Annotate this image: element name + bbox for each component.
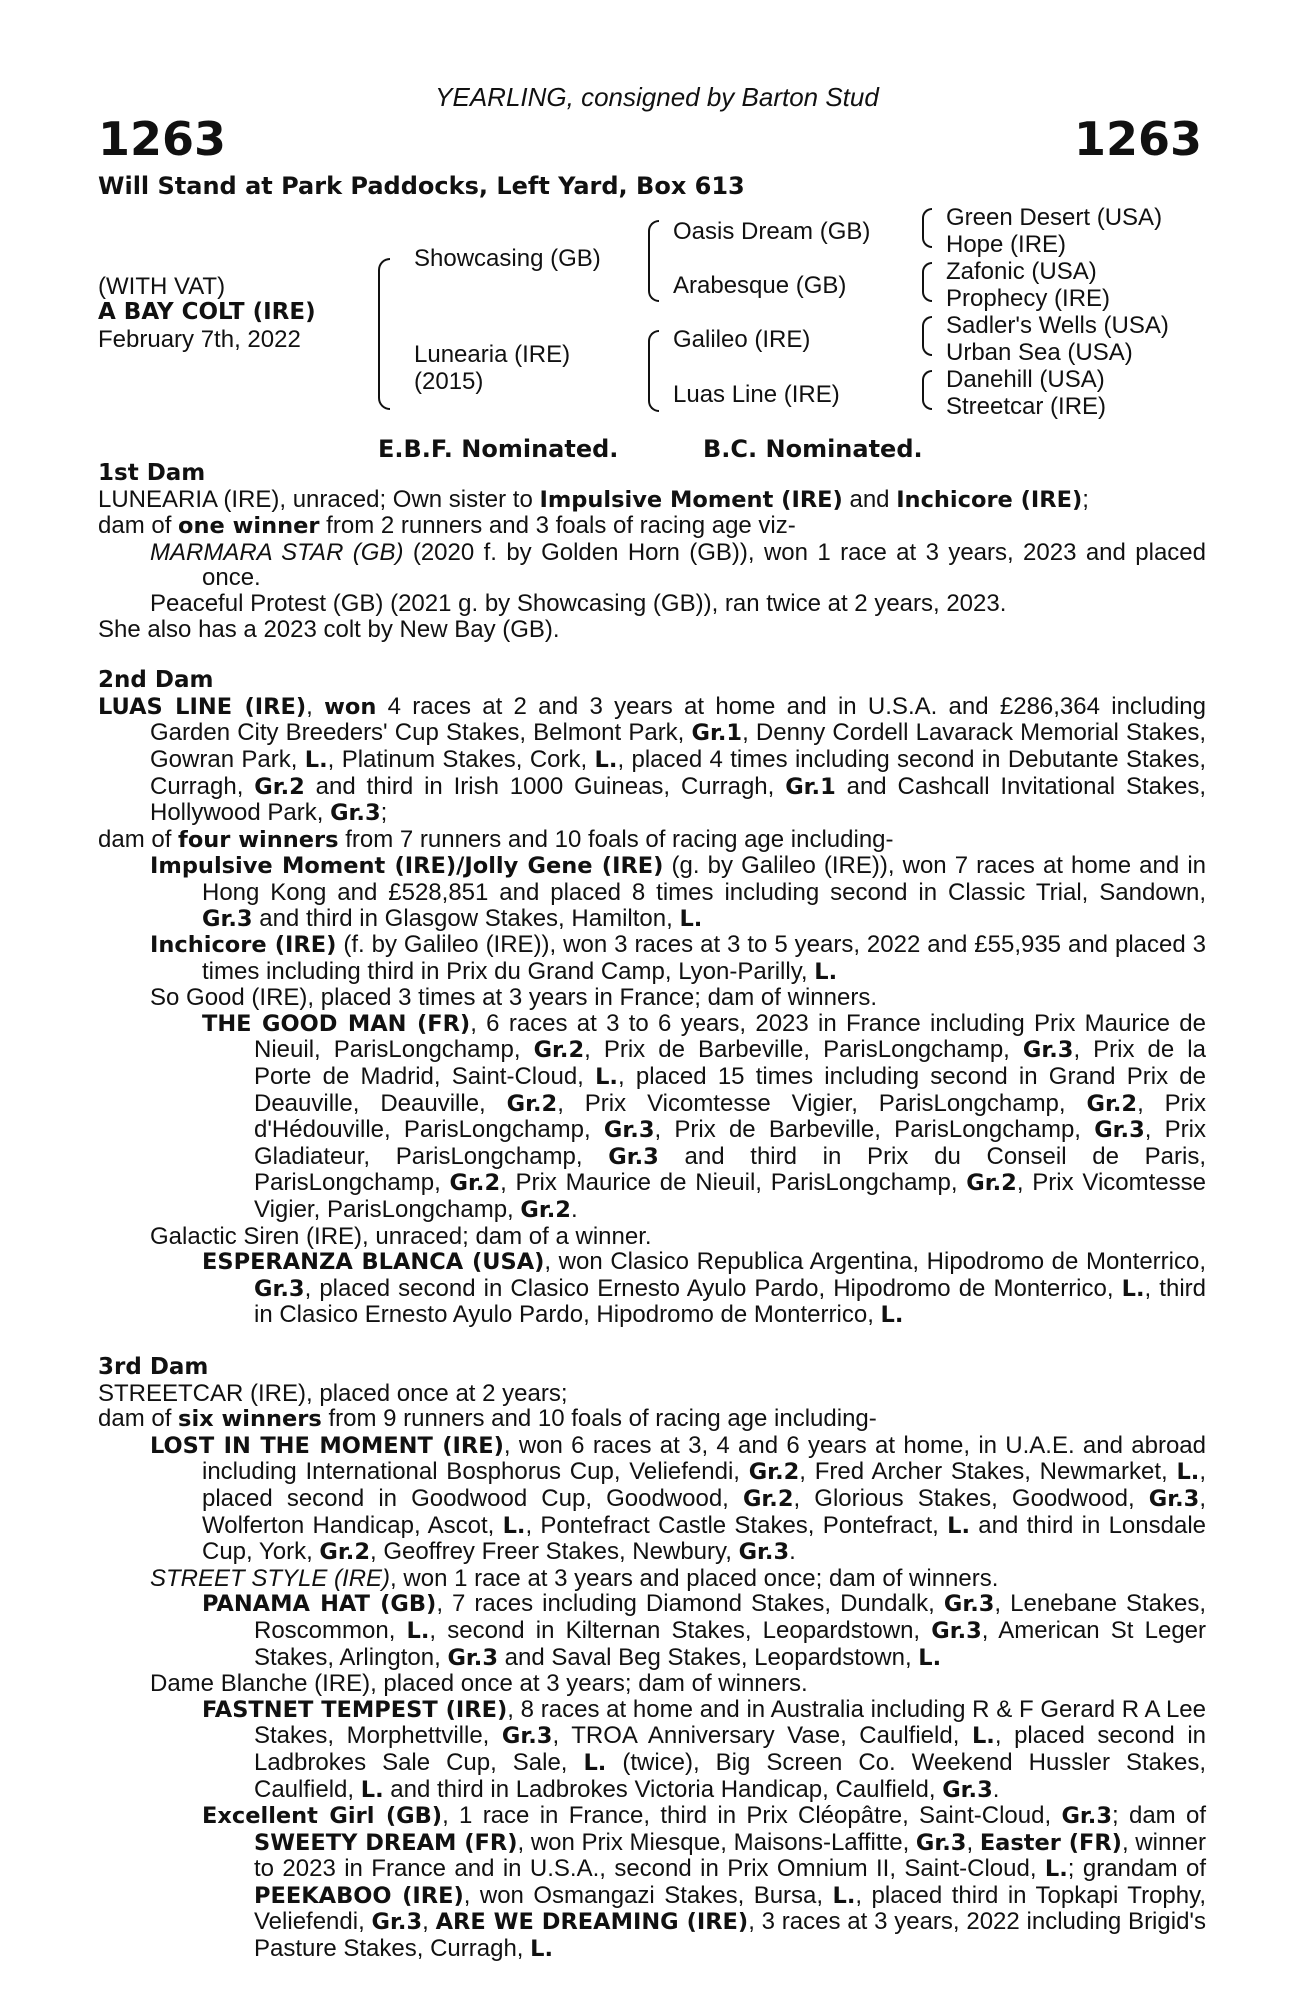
ssd: Hope (IRE) [946,231,1067,258]
produce-so-good: So Good (IRE), placed 3 times at 3 years in France; dam of winners. [150,984,877,1012]
sss: Green Desert (USA) [946,204,1163,231]
second-dam-heading: 2nd Dam [98,667,214,694]
produce-esperanza-blanca: ESPERANZA BLANCA (USA), won Clasico Republica Argentina, Hipodromo de Monterrico, Gr.3, placed second in Clasico Ernesto Ayulo Pardo, Hipodromo de Monterrico, L., third in Clasico Ernesto Ayulo Pardo, Hipodromo de Monterrico, L. [202,1248,1207,1329]
produce-impulsive-moment: Impulsive Moment (IRE)/Jolly Gene (IRE) (g. by Galileo (IRE)), won 7 races at home and in Hong Kong and £528,851 and placed 8 times including second in Classic Trial, Sandown, Gr.3 and third in Glasgow Stakes, Hamilton, L. [150,852,1206,932]
second-dam-record: LUAS LINE (IRE), won 4 races at 2 and 3 years at home and in U.S.A. and £286,364 including Garden City Breeders' Cup Stakes, Belmont Park, Gr.1, Denny Cordell Lavarack Memorial Stakes, Gowran Park, L., Platinum Stakes, Cork, L., placed 4 times including second in Debutante Stakes, Curragh, Gr.2 and third in Irish 1000 Guineas, Curragh, Gr.1 and Cashcall Invitational Stakes, Hollywood Park, Gr.3; [98,692,1207,827]
first-dam-produce: dam of one winner from 2 runners and 3 foals of racing age viz- [98,512,796,540]
stand-location: Will Stand at Park Paddocks, Left Yard, Box 613 [98,172,745,200]
dam-year: (2015) [414,368,484,395]
produce-fastnet-tempest: FASTNET TEMPEST (IRE), 8 races at home and in Australia including R & F Gerard R A Lee Stakes, Morphettville, Gr.3, TROA Anniversary Vase, Caulfield, L., placed second in Ladbrokes Sale Cup, Sale, L. (twice), Big Screen Co. Weekend Hussler Stakes, Caulfield, L. and third in Ladbrokes Victoria Handicap, Caulfield, Gr.3. [202,1695,1206,1803]
third-dam-record: STREETCAR (IRE), placed once at 2 years; [98,1379,568,1407]
produce-excellent-girl: Excellent Girl (GB), 1 race in France, third in Prix Cléopâtre, Saint-Cloud, Gr.3; dam of SWEETY DREAM (FR), won Prix Miesque, Maisons-Laffitte, Gr.3, Easter (FR), winner to 2023 in France and in U.S.A., second in Prix Omnium II, Saint-Cloud, L.; grandam of PEEKABOO (IRE), won Osmangazi Stakes, Bursa, L., placed third in Topkapi Trophy, Veliefendi, Gr.3, ARE WE DREAMING (IRE), 3 races at 3 years, 2022 including Brigid's Pasture Stakes, Curragh, L. [202,1802,1207,1963]
produce-peaceful-protest: Peaceful Protest (GB) (2021 g. by Showcasing (GB)), ran twice at 2 years, 2023. [150,589,1007,617]
bc-nominated: B.C. Nominated. [703,435,923,463]
dam-sire: Galileo (IRE) [673,326,811,353]
pedigree-notes [98,461,1206,1963]
dsd: Urban Sea (USA) [946,339,1133,366]
sire: Showcasing (GB) [414,245,601,272]
produce-galactic-siren: Galactic Siren (IRE), unraced; dam of a winner. [150,1222,652,1250]
sire-dam: Arabesque (GB) [673,272,847,299]
pedigree-brace-3 [922,316,932,356]
sire-sire: Oasis Dream (GB) [673,218,871,245]
dds: Danehill (USA) [946,366,1105,393]
first-dam-heading: 1st Dam [98,460,206,486]
produce-lost-in-the-moment: LOST IN THE MOMENT (IRE), won 6 races at 3, 4 and 6 years at home, in U.A.E. and abroad including International Bosphorus Cup, Veliefendi, Gr.2, Fred Archer Stakes, Newmarket, L., placed second in Goodwood Cup, Goodwood, Gr.2, Glorious Stakes, Goodwood, Gr.3, Wolferton Handicap, Ascot, L., Pontefract Castle Stakes, Pontefract, L. and third in Lonsdale Cup, York, Gr.2, Geoffrey Freer Stakes, Newbury, Gr.3. [150,1431,1207,1566]
foaling-date: February 7th, 2022 [98,326,301,353]
produce-inchicore: Inchicore (IRE) (f. by Galileo (IRE)), won 3 races at 3 to 5 years, 2022 and £55,935 and placed 3 times including third in Prix du Grand Camp, Lyon-Parilly, L. [150,931,1207,985]
produce-street-style: STREET STYLE (IRE), won 1 race at 3 years and placed once; dam of winners. [150,1564,999,1592]
dam: Lunearia (IRE) [414,341,571,368]
first-dam-line: LUNEARIA (IRE), unraced; Own sister to Impulsive Moment (IRE) and Inchicore (IRE); [98,485,1089,513]
vat-note: (WITH VAT) [98,273,226,300]
pedigree-brace-4 [922,370,932,410]
sdd: Prophecy (IRE) [946,285,1111,312]
sds: Zafonic (USA) [946,258,1097,285]
ebf-nominated: E.B.F. Nominated. [378,435,619,463]
third-dam-heading: 3rd Dam [98,1354,209,1380]
produce-marmara-star: MARMARA STAR (GB) (2020 f. by Golden Horn (GB)), won 1 race at 3 years, 2023 and placed once. [150,538,1206,592]
horse-name: A BAY COLT (IRE) [98,299,316,325]
pedigree-brace-dam [648,330,659,412]
pedigree-brace-main [378,258,390,410]
pedigree-brace-1 [922,208,932,248]
produce-dame-blanche: Dame Blanche (IRE), placed once at 3 years; dam of winners. [150,1670,808,1698]
lot-number-right: 1263 [1073,112,1202,166]
lot-number-left: 1263 [98,112,227,166]
dss: Sadler's Wells (USA) [946,312,1169,339]
third-dam-produce: dam of six winners from 9 runners and 10 foals of racing age including- [98,1405,877,1433]
ddd: Streetcar (IRE) [946,393,1107,420]
produce-panama-hat: PANAMA HAT (GB), 7 races including Diamond Stakes, Dundalk, Gr.3, Lenebane Stakes, Roscommon, L., second in Kilternan Stakes, Leopardstown, Gr.3, American St Leger Stakes, Arlington, Gr.3 and Saval Beg Stakes, Leopardstown, L. [202,1590,1206,1671]
produce-2023-colt: She also has a 2023 colt by New Bay (GB). [98,615,560,643]
second-dam-produce: dam of four winners from 7 runners and 10 foals of racing age including- [98,825,894,853]
dam-dam: Luas Line (IRE) [673,381,840,408]
pedigree-brace-sire [648,220,659,302]
produce-the-good-man: THE GOOD MAN (FR), 6 races at 3 to 6 years, 2023 in France including Prix Maurice de Nieuil, ParisLongchamp, Gr.2, Prix de Barbeville, ParisLongchamp, Gr.3, Prix de la Porte de Madrid, Saint-Cloud, L., placed 15 times including second in Grand Prix de Deauville, Deauville, Gr.2, Prix Vicomtesse Vigier, ParisLongchamp, Gr.2, Prix d'Hédouville, ParisLongchamp, Gr.3, Prix de Barbeville, ParisLongchamp, Gr.3, Prix Gladiateur, ParisLongchamp, Gr.3 and third in Prix du Conseil de Paris, ParisLongchamp, Gr.2, Prix Maurice de Nieuil, ParisLongchamp, Gr.2, Prix Vicomtesse Vigier, ParisLongchamp, Gr.2. [202,1009,1207,1224]
consignor-line: YEARLING, consigned by Barton Stud [435,82,879,112]
pedigree-brace-2 [922,262,932,302]
